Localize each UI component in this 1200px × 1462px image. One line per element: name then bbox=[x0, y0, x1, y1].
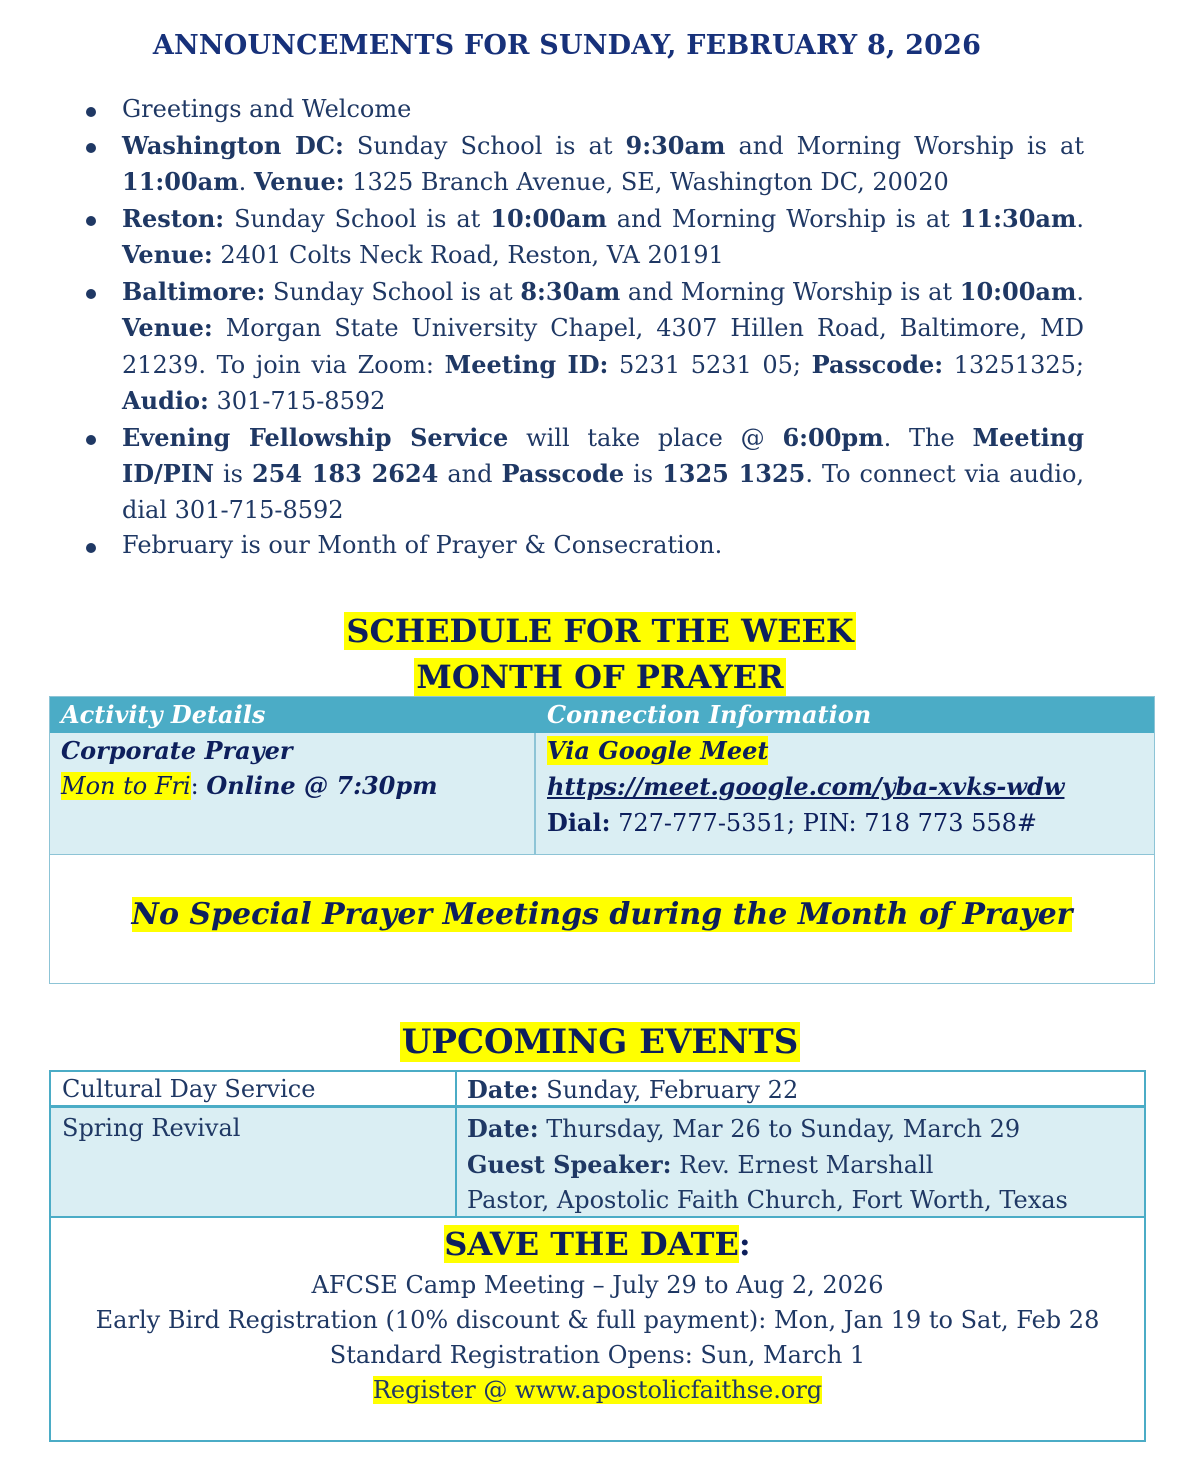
activity-days: Mon to Fri bbox=[61, 772, 191, 800]
column-divider bbox=[534, 733, 536, 855]
speaker-title: Pastor, Apostolic Faith Church, Fort Worth, Texas bbox=[467, 1186, 1068, 1214]
page-title: ANNOUNCEMENTS FOR SUNDAY, FEBRUARY 8, 2026 bbox=[152, 30, 982, 61]
no-special-notice: No Special Prayer Meetings during the Month of Prayer bbox=[131, 897, 1073, 932]
activity-time: Online @ 7:30pm bbox=[206, 771, 438, 800]
camp-meeting-line: AFCSE Camp Meeting – July 29 to Aug 2, 2026 bbox=[311, 1271, 884, 1299]
column-header-activity: Activity Details bbox=[61, 700, 266, 729]
schedule-table bbox=[49, 696, 1155, 984]
save-the-date-title: SAVE THE DATE: bbox=[444, 1225, 751, 1263]
table-row bbox=[51, 1108, 1144, 1218]
list-item-baltimore: Baltimore: Sunday School is at 8:30am and Morning Worship is at 10:00am. Venue: Morgan State University Chapel, 4307 Hillen Road, Baltimore, MD 21239. To join via Zoom: Meeting ID: 5231 5231 05; Passcode: 13251325; Audio: 301-715-8592 bbox=[122, 276, 1085, 415]
column-divider bbox=[455, 1108, 457, 1216]
list-item-reston: Reston: Sunday School is at 10:00am and Morning Worship is at 11:30am. Venue: 2401 Colts Neck Road, Reston, VA 20191 bbox=[122, 203, 1084, 269]
register-link[interactable]: Register @ www.apostolicfaithse.org bbox=[372, 1376, 823, 1404]
list-item-evening-fellowship: Evening Fellowship Service will take place @ 6:00pm. The Meeting ID/PIN is 254 183 2624 and Passcode is 1325 1325. To connect via audio, dial 301-715-8592 bbox=[122, 422, 1085, 524]
table-row bbox=[51, 1072, 1144, 1108]
column-header-connection: Connection Information bbox=[547, 700, 872, 729]
guest-speaker: Rev. Ernest Marshall bbox=[671, 1151, 934, 1179]
google-meet-link[interactable]: https://meet.google.com/yba-xvks-wdw bbox=[547, 772, 1065, 801]
list-item-february: February is our Month of Prayer & Consecration. bbox=[122, 531, 723, 559]
list-item-washington-dc: Washington DC: Sunday School is at 9:30am and Morning Worship is at 11:00am. Venue: 1325 Branch Avenue, SE, Washington DC, 20020 bbox=[122, 130, 1084, 196]
meeting-platform: Via Google Meet bbox=[547, 736, 769, 765]
activity-name: Corporate Prayer bbox=[61, 736, 293, 765]
upcoming-events-table bbox=[49, 1070, 1146, 1442]
event-details: Date: Thursday, Mar 26 to Sunday, March 29 Guest Speaker: Rev. Ernest Marshall Pastor, Apostolic Faith Church, Fort Worth, Texas bbox=[467, 1111, 1068, 1218]
upcoming-events-heading: UPCOMING EVENTS bbox=[401, 1022, 799, 1062]
event-date: Date: Sunday, February 22 bbox=[467, 1075, 799, 1104]
standard-registration-line: Standard Registration Opens: Sun, March 1 bbox=[329, 1341, 866, 1369]
list-item-greeting: Greetings and Welcome bbox=[122, 95, 412, 123]
table-row bbox=[50, 733, 1154, 855]
event-name: Cultural Day Service bbox=[62, 1075, 316, 1103]
schedule-heading: SCHEDULE FOR THE WEEK MONTH OF PRAYER bbox=[346, 612, 854, 696]
column-divider bbox=[455, 1072, 457, 1105]
schedule-table-header bbox=[50, 697, 1154, 733]
announcement-list bbox=[84, 92, 1084, 564]
connection-info-cell: Via Google Meet https://meet.google.com/yba-xvks-wdw Dial: 727-777-5351; PIN: 718 773 558# bbox=[547, 736, 1065, 837]
dial-in-number: 727-777-5351; PIN: 718 773 558# bbox=[610, 809, 1038, 837]
early-bird-line: Early Bird Registration (10% discount & full payment): Mon, Jan 19 to Sat, Feb 28 bbox=[95, 1306, 1100, 1334]
save-the-date bbox=[51, 1220, 1144, 1408]
event-name: Spring Revival bbox=[62, 1114, 241, 1142]
activity-details-cell: Corporate Prayer Mon to Fri: Online @ 7:30pm bbox=[61, 733, 438, 804]
